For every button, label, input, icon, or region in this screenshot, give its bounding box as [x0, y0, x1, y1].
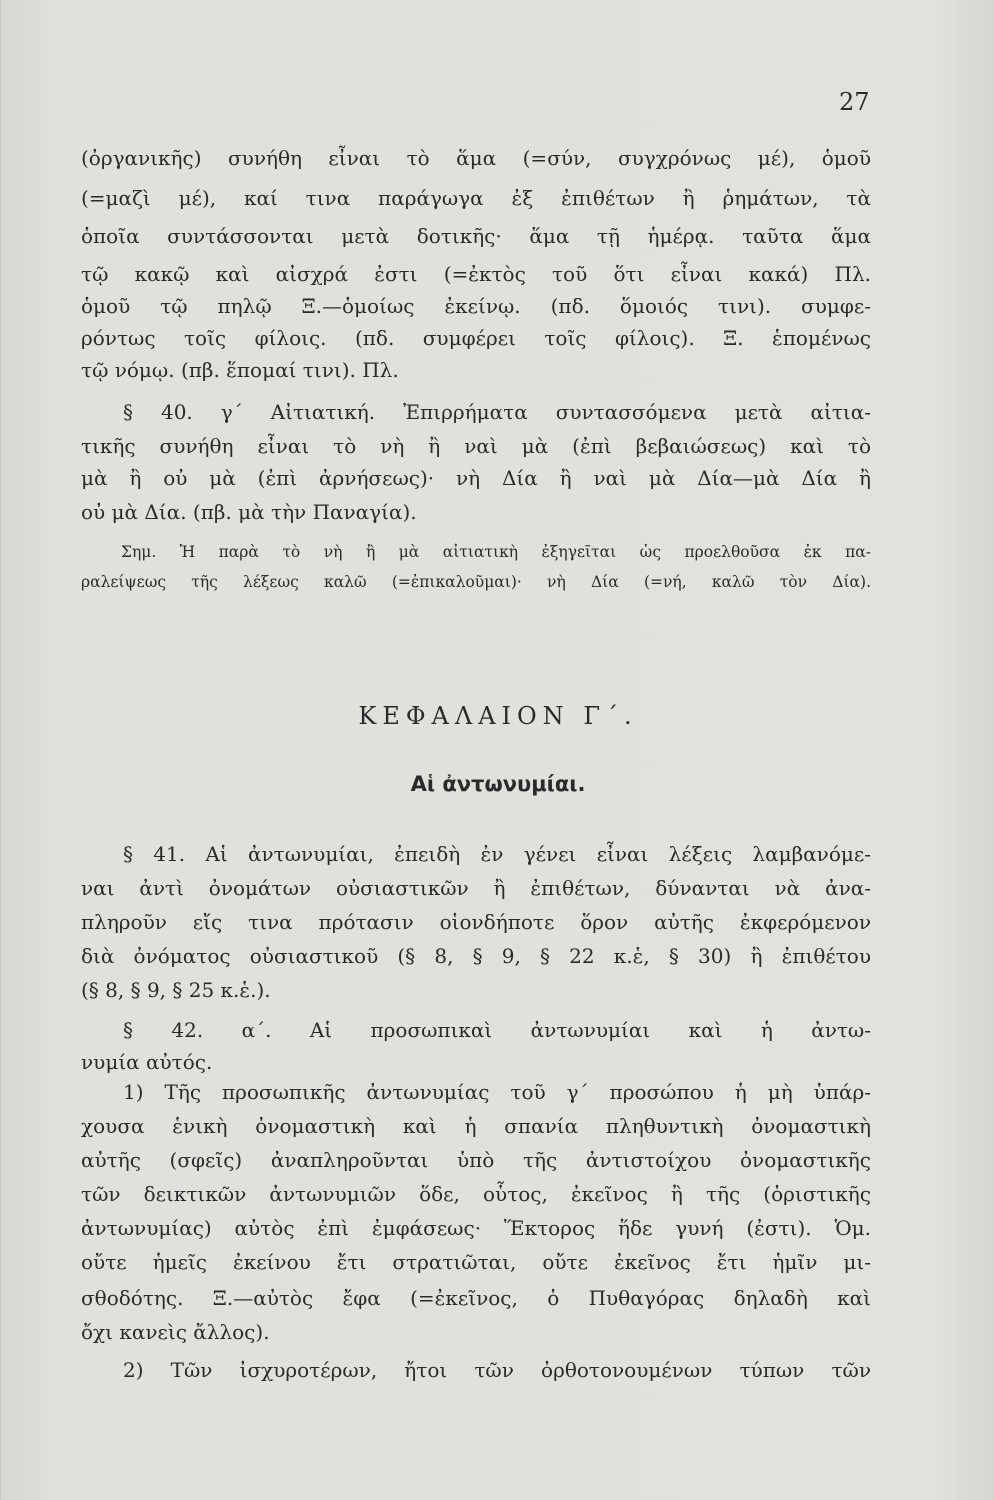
text-line: ρόντως τοῖς φίλοις. (πδ. συμφέρει τοῖς φίλοις). Ξ. ἑπομένως	[81, 326, 871, 350]
text-line: οὔτε ἡμεῖς ἐκείνου ἔτι στρατιῶται, οὔτε ἐκεῖνος ἔτι ἡμῖν μι-	[81, 1250, 871, 1274]
text-line: τῷ κακῷ καὶ αἰσχρά ἐστι (=ἐκτὸς τοῦ ὅτι εἶναι κακά) Πλ.	[81, 262, 871, 286]
chapter-subtitle: Αἱ ἀντωνυμίαι.	[410, 772, 586, 796]
section-40-heading: § 40. γ΄ Αἰτιατική. Ἐπιρρήματα συντασσόμενα μετὰ αἰτια-	[123, 400, 871, 424]
text-line: μὰ ἢ οὐ μὰ (ἐπὶ ἀρνήσεως)· νὴ Δία ἢ ναὶ μὰ Δία—μὰ Δία ἢ	[81, 466, 871, 490]
note-line: ραλείψεως τῆς λέξεως καλῶ (=ἐπικαλοῦμαι)· νὴ Δία (=νή, καλῶ τὸν Δία).	[81, 573, 871, 591]
text-line: τικῆς συνήθη εἶναι τὸ νὴ ἢ ναὶ μὰ (ἐπὶ βεβαιώσεως) καὶ τὸ	[81, 434, 871, 458]
text-line: νυμία αὐτός.	[81, 1050, 213, 1074]
text-line: (=μαζὶ μέ), καί τινα παράγωγα ἐξ ἐπιθέτων ἢ ῥημάτων, τὰ	[81, 186, 871, 210]
page-number: 27	[839, 88, 870, 116]
section-42-heading: § 42. α΄. Αἱ προσωπικαὶ ἀντωνυμίαι καὶ ἡ ἀντω-	[123, 1018, 871, 1042]
text-line: οὐ μὰ Δία. (πβ. μὰ τὴν Παναγία).	[81, 500, 417, 524]
text-line: διὰ ὀνόματος οὐσιαστικοῦ (§ 8, § 9, § 22 κ.ἑ, § 30) ἢ ἐπιθέτου	[81, 944, 871, 968]
note-line: Σημ. Ἡ παρὰ τὸ νὴ ἢ μὰ αἰτιατικὴ ἐξηγεῖται ὡς προελθοῦσα ἐκ πα-	[121, 543, 871, 561]
text-line: 1) Τῆς προσωπικῆς ἀντωνυμίας τοῦ γ΄ προσώπου ἡ μὴ ὑπάρ-	[123, 1080, 871, 1104]
text-line: ναι ἀντὶ ὀνομάτων οὐσιαστικῶν ἢ ἐπιθέτων, δύνανται νὰ ἀνα-	[81, 876, 871, 900]
text-line: (§ 8, § 9, § 25 κ.ἑ.).	[81, 978, 271, 1002]
text-line: ὁποῖα συντάσσονται μετὰ δοτικῆς· ἅμα τῇ ἡμέρᾳ. ταῦτα ἅμα	[81, 224, 871, 248]
text-line: πληροῦν εἴς τινα πρότασιν οἱονδήποτε ὅρον αὐτῆς ἐκφερόμενον	[81, 910, 871, 934]
text-line: 2) Τῶν ἰσχυροτέρων, ἤτοι τῶν ὀρθοτονουμένων τύπων τῶν	[123, 1358, 871, 1382]
text-line: (ὀργανικῆς) συνήθη εἶναι τὸ ἅμα (=σύν, συγχρόνως μέ), ὁμοῦ	[81, 146, 871, 170]
text-line: σθοδότης. Ξ.—αὐτὸς ἔφα (=ἐκεῖνος, ὁ Πυθαγόρας δηλαδὴ καὶ	[81, 1286, 871, 1310]
text-line: χουσα ἑνικὴ ὀνομαστικὴ καὶ ἡ σπανία πληθυντικὴ ὀνομαστικὴ	[81, 1114, 871, 1138]
section-41-heading: § 41. Αἱ ἀντωνυμίαι, ἐπειδὴ ἐν γένει εἶναι λέξεις λαμβανόμε-	[123, 842, 871, 866]
text-line: ὄχι κανεὶς ἄλλος).	[81, 1320, 270, 1344]
text-line: τῶν δεικτικῶν ἀντωνυμιῶν ὅδε, οὗτος, ἐκεῖνος ἢ τῆς (ὁριστικῆς	[81, 1182, 871, 1206]
text-line: ὁμοῦ τῷ πηλῷ Ξ.—ὁμοίως ἐκείνῳ. (πδ. ὅμοιός τινι). συμφε-	[81, 294, 871, 318]
text-line: τῷ νόμῳ. (πβ. ἕπομαί τινι). Πλ.	[81, 358, 399, 382]
text-line: ἀντωνυμίας) αὐτὸς ἐπὶ ἐμφάσεως· Ἕκτορος ἥδε γυνή (ἐστι). Ὁμ.	[81, 1216, 871, 1240]
text-line: αὐτῆς (σφεῖς) ἀναπληροῦνται ὑπὸ τῆς ἀντιστοίχου ὀνομαστικῆς	[81, 1148, 871, 1172]
chapter-heading: ΚΕΦΑΛΑΙΟΝ Γ΄.	[358, 702, 638, 730]
